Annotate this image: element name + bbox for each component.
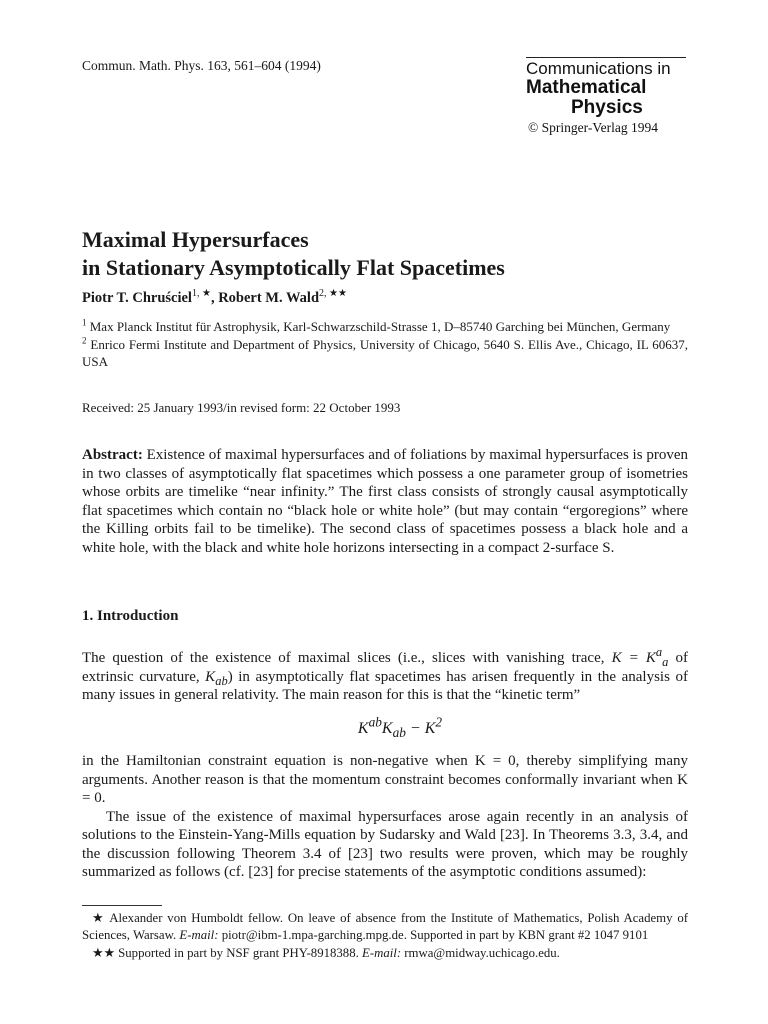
affiliation-text: Max Planck Institut für Astrophysik, Karl-Schwarzschild-Strasse 1, D–85740 Garching bei München, Germany <box>86 319 671 334</box>
title-line1: Maximal Hypersurfaces <box>82 227 309 252</box>
journal-name-line1: Communications in <box>526 59 671 78</box>
author-marks: 1, ★ <box>191 288 211 300</box>
copyright-notice: © Springer-Verlag 1994 <box>528 120 658 135</box>
author-marks: 2, ★★ <box>319 288 347 300</box>
affiliation <box>82 336 688 370</box>
inline-math: $K_{ab}$ <box>205 668 228 688</box>
paragraph-text: The question of the existence of maximal slices (i.e., slices with vanishing trace, <box>82 650 612 666</box>
paragraph-text: of extrinsic curvature, <box>82 650 688 685</box>
email-label: E-mail: <box>179 927 219 942</box>
email-address: piotr@ibm-1.mpa-garching.mpg.de. Supported in part by KBN grant #2 1047 9101 <box>218 927 649 942</box>
affiliation <box>82 318 688 335</box>
email-label: E-mail: <box>362 946 402 960</box>
abstract-label: Abstract: <box>82 447 143 463</box>
affiliations <box>82 318 688 371</box>
affiliation-text: Enrico Fermi Institute and Department of Physics, University of Chicago, 5640 S. Ellis Ave., Chicago, IL 60637, USA <box>82 337 688 369</box>
footnotes <box>82 910 688 964</box>
inline-math: $K = K^a_a$ <box>611 645 669 669</box>
paper-title <box>82 226 702 282</box>
footnote-mark: ★ <box>92 911 106 925</box>
paragraph-text: ) in asymptotically flat spacetimes has arisen frequently in the analysis of many issues in general relativity. The main reason for this is that the “kinetic term” <box>82 668 688 703</box>
intro-paragraphs <box>82 752 688 882</box>
abstract <box>82 446 688 558</box>
footnote: ★★ Supported in part by NSF grant PHY-8918388. E-mail: rmwa@midway.uchicago.edu. <box>92 946 560 960</box>
intro-paragraph-2: in the Hamiltonian constraint equation is non-negative when K = 0, thereby simplifying many arguments. Another reason is that the momentum constraint becomes conformally invariant when K = 0. <box>82 753 688 806</box>
received-dates: Received: 25 January 1993/in revised form: 22 October 1993 <box>82 400 401 415</box>
author-list <box>82 290 347 307</box>
abstract-text: Existence of maximal hypersurfaces and of foliations by maximal hypersurfaces is proven in two classes of asymptotically flat spacetimes which possess a one parameter group of isometries whose orbits are timelike “near infinity.” The first class consists of strongly causal asymptotically flat spacetimes which contain no “black hole or white hole” (but may contain “ergoregions” where the Killing orbits fail to be timelike). The second class of spacetimes possess a black hole and a white hole, with the black and white hole horizons intersecting in a compact 2-surface S. <box>82 447 688 556</box>
footnote-divider <box>82 905 162 906</box>
journal-citation: Commun. Math. Phys. 163, 561–604 (1994) <box>82 58 321 73</box>
intro-paragraph-1 <box>82 645 688 705</box>
footnote: ★ Alexander von Humboldt fellow. On leave of absence from the Institute of Mathematics, Polish Academy of Sciences, Warsaw. E-mail: piotr@ibm-1.mpa-garching.mpg.de. Supported in part by KBN grant #2 1047 9101 <box>82 911 688 942</box>
journal-name-line2: Mathematical <box>526 77 647 98</box>
author-name: Piotr T. Chruściel <box>82 290 192 306</box>
email-address: rmwa@midway.uchicago.edu. <box>401 946 560 960</box>
journal-masthead <box>526 57 686 136</box>
display-equation: $K^{ab}K_{ab} - K^2$ <box>357 714 443 741</box>
section-heading: 1. Introduction <box>82 608 179 624</box>
footnote-mark: ★★ <box>92 946 115 960</box>
author-separator: , <box>210 290 219 306</box>
title-line2: in Stationary Asymptotically Flat Spacetimes <box>82 255 505 280</box>
author-name: Robert M. Wald <box>218 290 320 306</box>
affiliation-mark: 1 <box>82 317 87 328</box>
journal-name-line3: Physics <box>571 97 643 118</box>
affiliation-mark: 2 <box>82 335 87 346</box>
intro-paragraph-3: The issue of the existence of maximal hypersurfaces arose again recently in an analysis of solutions to the Einstein-Yang-Mills equation by Sudarsky and Wald [23]. In Theorems 3.3, 3.4, and the discussion following Theorem 3.4 of [23] two results were proven, which may be roughly summarized as follows (cf. [23] for precise statements of the asymptotic conditions assumed): <box>82 808 688 880</box>
